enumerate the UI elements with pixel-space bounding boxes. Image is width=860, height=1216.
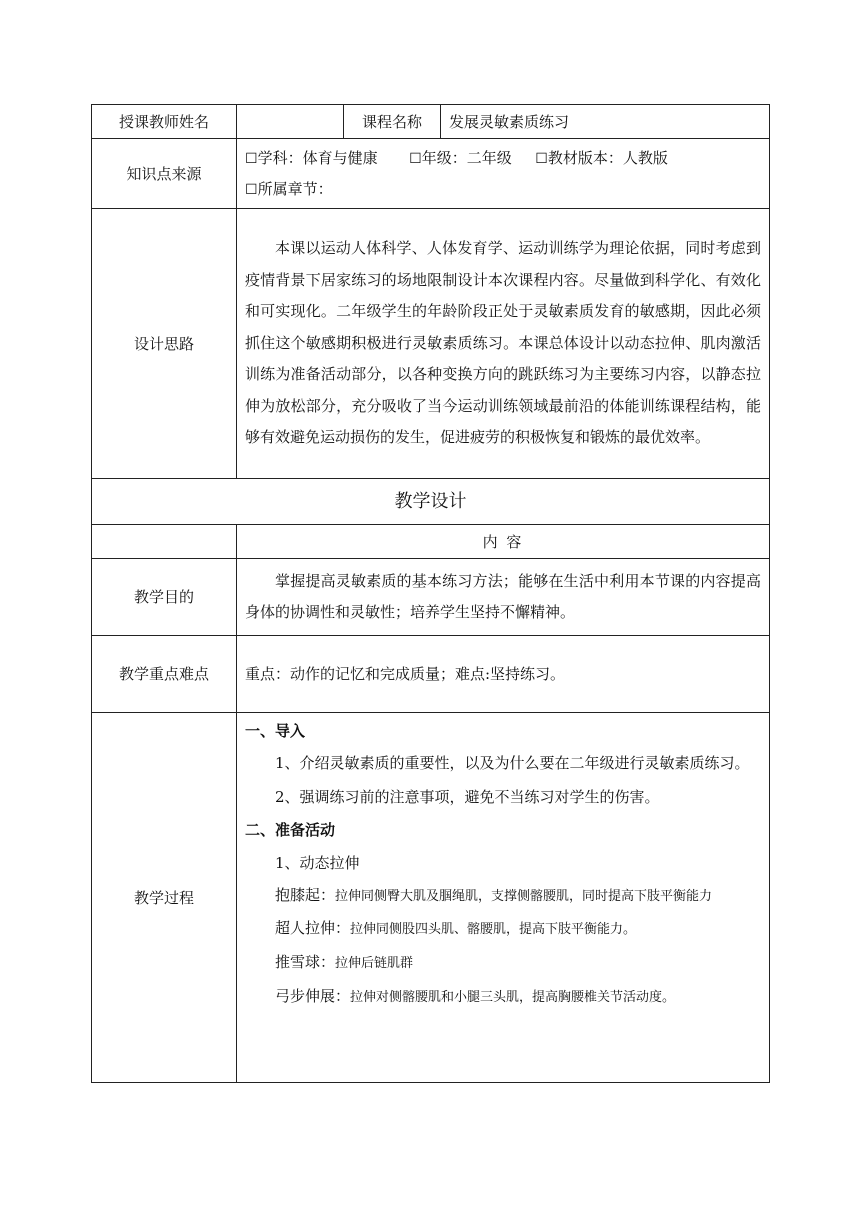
intro-heading: 一、导入	[245, 722, 306, 740]
design-text: 本课以运动人体科学、人体发育学、运动训练学为理论依据，同时考虑到疫情背景下居家练习的场地限制设计本次课程内容。尽量做到科学化、有效化和可实现化。二年级学生的年龄阶段正处于灵敏素质发育的敏感期，因此必须抓住这个敏感期积极进行灵敏素质练习。本课总体设计以动态拉伸、肌肉激活训练为准备活动部分，以各种变换方向的跳跃练习为主要练习内容，以静态拉伸为放松部分，充分吸收了当今运动训练领域最前沿的体能训练课程结构，能够有效避免运动损伤的发生，促进疲劳的积极恢复和锻炼的最优效率。	[245, 239, 761, 447]
chapter-checkbox[interactable]: ☐	[245, 181, 258, 198]
goal-text: 掌握提高灵敏素质的基本练习方法；能够在生活中利用本节课的内容提高身体的协调性和灵敏性；培养学生坚持不懈精神。	[245, 571, 761, 621]
source-content	[237, 139, 770, 209]
edition-checkbox[interactable]: ☐	[535, 150, 548, 167]
prep-item-1: 1、动态拉伸	[275, 854, 360, 872]
teaching-design-title: 教学设计	[92, 479, 770, 525]
lesson-plan-document	[91, 104, 769, 1083]
grade-checkbox[interactable]: ☐	[409, 150, 422, 167]
stretch-item	[245, 946, 761, 980]
grade-text: 年级：二年级	[421, 148, 512, 167]
content-header: 内 容	[237, 525, 770, 559]
subject-checkbox[interactable]: ☐	[245, 150, 258, 167]
stretch-desc: 拉伸后链肌群	[335, 956, 414, 971]
stretch-name: 弓步伸展：	[275, 987, 351, 1005]
process-row	[92, 713, 770, 1083]
stretch-name: 抱膝起：	[275, 886, 336, 904]
stretch-desc: 拉伸同侧股四头肌、髂腰肌，提高下肢平衡能力。	[350, 922, 637, 937]
stretch-desc: 拉伸同侧臀大肌及腘绳肌，支撑侧髂腰肌，同时提高下肢平衡能力	[335, 889, 713, 904]
process-content	[237, 713, 770, 1083]
teacher-name-value	[237, 105, 344, 139]
stretch-desc: 拉伸对侧髂腰肌和小腿三头肌，提高胸腰椎关节活动度。	[350, 990, 676, 1005]
stretch-name: 超人拉伸：	[275, 919, 351, 937]
header-row	[92, 105, 770, 139]
key-text: 重点：动作的记忆和完成质量；难点:坚持练习。	[237, 636, 770, 713]
subject-text: 学科：体育与健康	[257, 148, 378, 167]
intro-item-1: 1、介绍灵敏素质的重要性，以及为什么要在二年级进行灵敏素质练习。	[275, 754, 750, 772]
goal-label: 教学目的	[92, 559, 237, 636]
content-header-row	[92, 525, 770, 559]
design-label: 设计思路	[92, 209, 237, 479]
design-content	[237, 209, 770, 479]
stretch-name: 推雪球：	[275, 953, 336, 971]
course-name-value: 发展灵敏素质练习	[441, 105, 770, 139]
course-name-label: 课程名称	[344, 105, 441, 139]
stretch-item	[245, 980, 761, 1014]
process-label: 教学过程	[92, 713, 237, 1083]
design-row	[92, 209, 770, 479]
edition-text: 教材版本：人教版	[547, 148, 668, 167]
goal-row	[92, 559, 770, 636]
stretch-item	[245, 912, 761, 946]
source-label: 知识点来源	[92, 139, 237, 209]
goal-content	[237, 559, 770, 636]
prep-heading: 二、准备活动	[245, 821, 336, 839]
stretch-item	[245, 880, 761, 912]
source-row	[92, 139, 770, 209]
key-row	[92, 636, 770, 713]
content-header-empty	[92, 525, 237, 559]
intro-item-2: 2、强调练习前的注意事项，避免不当练习对学生的伤害。	[275, 788, 660, 806]
key-label: 教学重点难点	[92, 636, 237, 713]
lesson-plan-table	[91, 104, 770, 1083]
teacher-name-label: 授课教师姓名	[92, 105, 237, 139]
teaching-design-row	[92, 479, 770, 525]
chapter-text: 所属章节：	[257, 179, 333, 198]
